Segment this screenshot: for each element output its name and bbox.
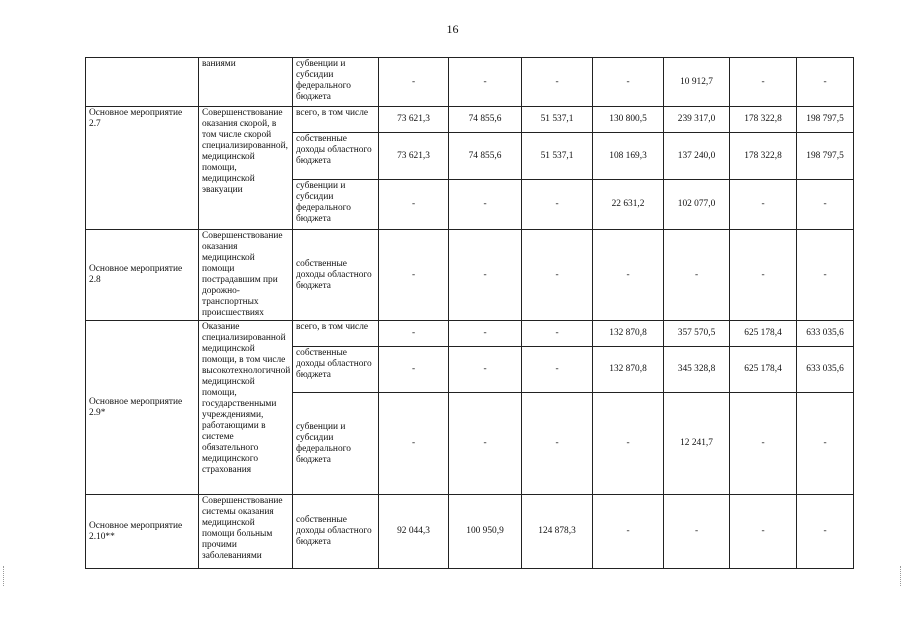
scan-edge-mark [3, 566, 6, 586]
event-name: Основное мероприятие 2.10** [86, 495, 199, 569]
event-description: ваниями [199, 58, 293, 107]
value-cell: 132 870,8 [593, 347, 664, 393]
event-name: Основное мероприятие 2.9* [86, 321, 199, 495]
value-cell: 132 870,8 [593, 321, 664, 347]
value-cell: - [797, 230, 854, 321]
table-row [86, 230, 854, 321]
event-description: Совершенствование оказания медицинской помощи пострадавшим при дорожно-транспортных происшествиях [199, 230, 293, 321]
value-cell: - [522, 347, 593, 393]
funding-source: собственные доходы областного бюджета [293, 230, 379, 321]
value-cell: 74 855,6 [449, 133, 522, 180]
value-cell: - [449, 58, 522, 107]
value-cell: - [449, 180, 522, 230]
event-name: Основное мероприятие 2.8 [86, 230, 199, 321]
value-cell: - [593, 230, 664, 321]
value-cell: 74 855,6 [449, 107, 522, 133]
value-cell: - [730, 58, 797, 107]
value-cell: - [593, 58, 664, 107]
value-cell: - [379, 230, 449, 321]
value-cell: - [379, 180, 449, 230]
value-cell: 108 169,3 [593, 133, 664, 180]
value-cell: 345 328,8 [664, 347, 730, 393]
value-cell: 51 537,1 [522, 133, 593, 180]
event-description: Совершенствование системы оказания медицинской помощи больным прочими заболеваниями [199, 495, 293, 569]
table-row [86, 495, 854, 569]
value-cell: - [730, 393, 797, 495]
table-row [86, 321, 854, 347]
value-cell: 100 950,9 [449, 495, 522, 569]
value-cell: - [730, 495, 797, 569]
value-cell: - [522, 58, 593, 107]
funding-source: собственные доходы областного бюджета [293, 133, 379, 180]
value-cell: 178 322,8 [730, 133, 797, 180]
event-description: Оказание специализированной медицинской помощи, в том числе высокотехнологичной медицинской помощи, государственными учреждениями, работающими в системе обязательного медицинского страхования [199, 321, 293, 495]
value-cell: 357 570,5 [664, 321, 730, 347]
value-cell: 137 240,0 [664, 133, 730, 180]
value-cell: 625 178,4 [730, 347, 797, 393]
value-cell: 130 800,5 [593, 107, 664, 133]
value-cell: 239 317,0 [664, 107, 730, 133]
value-cell: - [522, 230, 593, 321]
value-cell: 178 322,8 [730, 107, 797, 133]
value-cell: - [664, 230, 730, 321]
value-cell: - [379, 347, 449, 393]
table-row [86, 107, 854, 133]
value-cell: - [797, 180, 854, 230]
value-cell: - [664, 495, 730, 569]
value-cell: 633 035,6 [797, 347, 854, 393]
value-cell: 198 797,5 [797, 107, 854, 133]
budget-table [85, 57, 854, 569]
value-cell: - [379, 58, 449, 107]
scan-edge-mark [900, 566, 903, 586]
value-cell: - [522, 321, 593, 347]
funding-source: субвенции и субсидии федерального бюджета [293, 393, 379, 495]
value-cell: 51 537,1 [522, 107, 593, 133]
value-cell: - [593, 495, 664, 569]
event-name [86, 58, 199, 107]
value-cell: - [730, 180, 797, 230]
value-cell: 73 621,3 [379, 107, 449, 133]
value-cell: 92 044,3 [379, 495, 449, 569]
value-cell: 198 797,5 [797, 133, 854, 180]
funding-source: всего, в том числе [293, 321, 379, 347]
funding-source: субвенции и субсидии федерального бюджета [293, 58, 379, 107]
event-description: Совершенствование оказания скорой, в том числе скорой специализированной, медицинской помощи, медицинской эвакуации [199, 107, 293, 230]
value-cell: 102 077,0 [664, 180, 730, 230]
value-cell: - [593, 393, 664, 495]
funding-source: собственные доходы областного бюджета [293, 495, 379, 569]
value-cell: 124 878,3 [522, 495, 593, 569]
value-cell: - [730, 230, 797, 321]
page-number: 16 [446, 22, 459, 36]
table-row [86, 58, 854, 107]
funding-source: всего, в том числе [293, 107, 379, 133]
value-cell: 12 241,7 [664, 393, 730, 495]
value-cell: - [522, 393, 593, 495]
value-cell: - [797, 58, 854, 107]
value-cell: - [522, 180, 593, 230]
value-cell: 22 631,2 [593, 180, 664, 230]
funding-source: субвенции и субсидии федерального бюджета [293, 180, 379, 230]
value-cell: - [449, 321, 522, 347]
value-cell: - [449, 230, 522, 321]
value-cell: - [449, 393, 522, 495]
event-name: Основное мероприятие 2.7 [86, 107, 199, 230]
value-cell: - [379, 393, 449, 495]
value-cell: - [379, 321, 449, 347]
value-cell: 625 178,4 [730, 321, 797, 347]
value-cell: 633 035,6 [797, 321, 854, 347]
value-cell: - [797, 393, 854, 495]
value-cell: - [449, 347, 522, 393]
value-cell: 10 912,7 [664, 58, 730, 107]
value-cell: 73 621,3 [379, 133, 449, 180]
value-cell: - [797, 495, 854, 569]
funding-source: собственные доходы областного бюджета [293, 347, 379, 393]
